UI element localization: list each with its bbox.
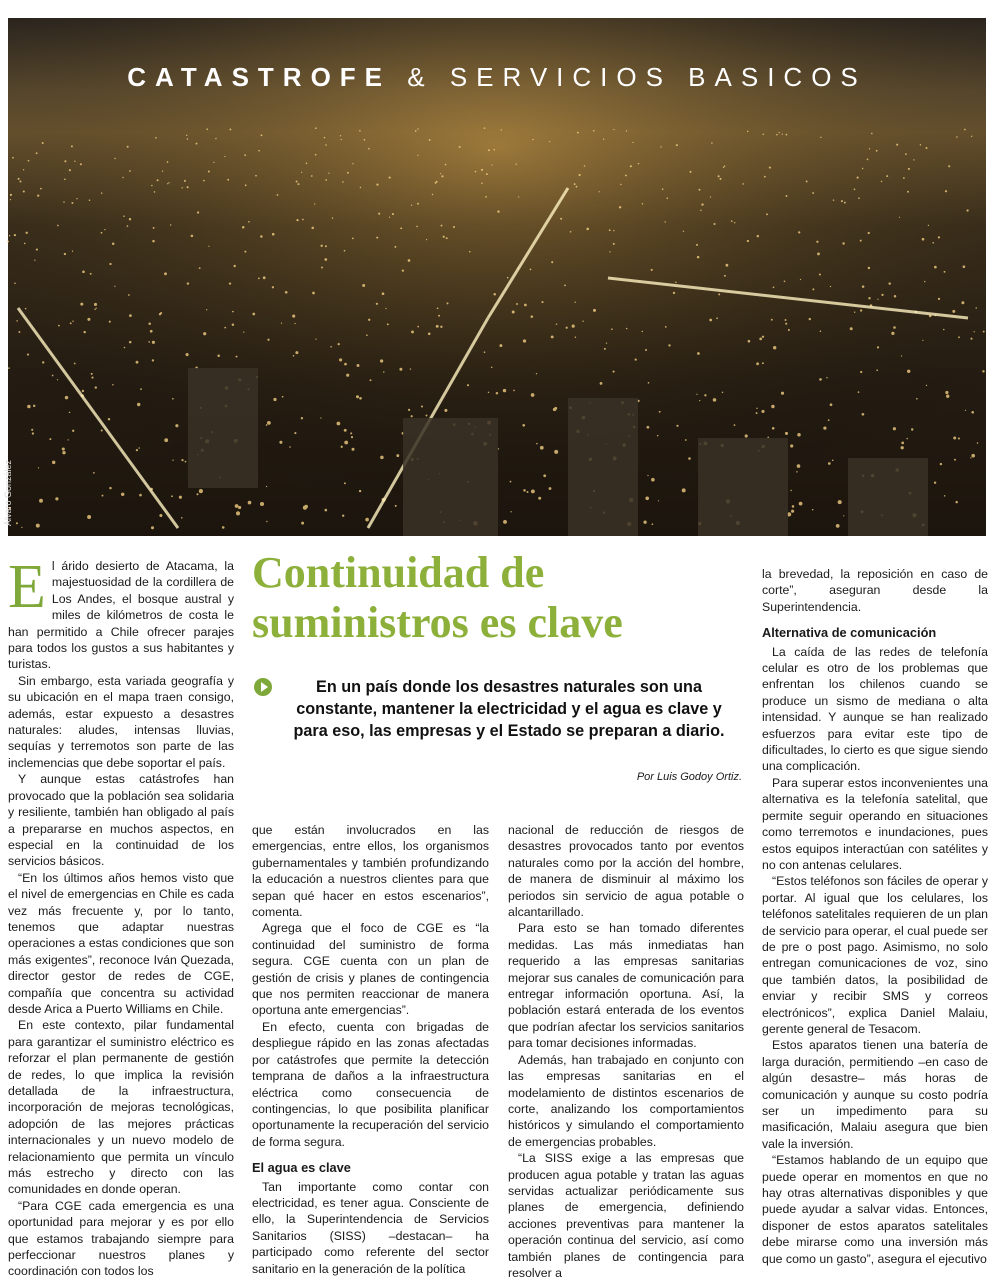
play-arrow-icon bbox=[254, 678, 272, 696]
subheading-comunicacion: Alternativa de comunicación bbox=[762, 625, 937, 641]
col3-paragraph: nacional de reducción de riesgos de desastres provocados tanto por eventos naturales como por la acción del hombre, de manera de disminuir al máximo los periodos sin servicio de agua potable o alcantarillado. bbox=[508, 823, 744, 920]
col4-paragraph: “Estamos hablando de un equipo que puede operar en momentos en que no hay otras alternativas disponibles y que puede ayudar a salvar vidas. Entonces, disponer de estos aparatos satelitales debe mirarse como una inversión más que como un gasto”, asegura el ejecutivo bbox=[762, 1153, 988, 1266]
drop-cap: E bbox=[8, 553, 46, 621]
section-heading bbox=[8, 62, 986, 93]
col2-paragraph: que están involucrados en las emergencias, entre ellos, los organismos gubernamentales y también profundizando la educación a nuestros clientes para que sepan qué hacer en estos escenarios”, comenta. bbox=[252, 823, 489, 920]
col4-paragraph: La caída de las redes de telefonía celular es otro de los problemas que enfrentan los chilenos cuando se produce un sismo de mediana o alta intensidad. Y aunque se han realizado esfuerzos para evitar este tipo de dificultades, lo cierto es que sigue siendo una complicación. bbox=[762, 644, 988, 774]
col3-paragraph: “La SISS exige a las empresas que producen agua potable y tratan las aguas servidas actualizar periódicamente sus planes de emergencia, definiendo acciones preventivas para mantener la operación continua del servicio, así como también planes de contingencia para resolver a bbox=[508, 1151, 744, 1280]
column-2 bbox=[252, 822, 489, 1277]
article-lead bbox=[256, 676, 736, 742]
column-4 bbox=[762, 566, 988, 1267]
photo-credit: Álvaro González bbox=[3, 459, 13, 527]
col2-paragraph: En efecto, cuenta con brigadas de despliegue rápido en las zonas afectadas por catástrofes que permite la detección temprana de daños a la infraestructura eléctrica como consecuencia de contingencias, lo que posibilita planificar oportunamente la recuperación del servicio de forma segura. bbox=[252, 1019, 489, 1149]
col3-paragraph: Además, han trabajado en conjunto con las empresas sanitarias en el modelamiento de distintos escenarios de corte, analizando los comportamientos históricos y simulando el comportamiento de emergencias probables. bbox=[508, 1052, 744, 1149]
col1-paragraph: “En los últimos años hemos visto que el nivel de emergencias en Chile es cada vez más frecuente y, por lo tanto, tenemos que adaptar nuestras operaciones a estas condiciones que son más exigentes”, reconoce Iván Quezada, director gestor de redes de CGE, compañía que concentra su actividad desde Arica a Puerto Williams en Chile. bbox=[8, 870, 234, 1016]
col2-paragraph: Agrega que el foco de CGE es “la continuidad del suministro de forma segura. CGE cuenta con un plan de gestión de crisis y planes de contingencia que nos permiten reaccionar de manera oportuna ante emergencias”. bbox=[252, 921, 489, 1018]
col1-paragraph: l árido desierto de Atacama, la majestuosidad de la cordillera de Los Andes, el bosque austral y miles de kilómetros de costa le han permitido a Chile ofrecer parajes para todos los gustos a sus habitantes y turistas. bbox=[8, 559, 234, 672]
section-heading-rest: & SERVICIOS BASICOS bbox=[407, 62, 867, 92]
col4-paragraph: Para superar estos inconvenientes una alternativa es la telefonía satelital, que permite seguir operando en situaciones como terremotos e inundaciones, pues estos equipos interactúan con satélites y no con antenas celulares. bbox=[762, 775, 988, 872]
col1-paragraph: Sin embargo, esta variada geografía y su ubicación en el mapa traen consigo, además, estar expuesto a desastres naturales: aludes, intensas lluvias, sequías y terremotos son parte de las inclemencias que debe soportar el país. bbox=[8, 673, 234, 770]
col1-paragraph: Y aunque estas catástrofes han provocado que la población sea solidaria y resiliente, también han obligado al país a prepararse en muchos aspectos, en especial en la continuidad de los servicios básicos. bbox=[8, 772, 234, 869]
col2-paragraph: Tan importante como contar con electricidad, es tener agua. Consciente de ello, la Superintendencia de Servicios Sanitarios (SISS) –destacan– ha participado como referente del sector sanitario en la generación de la política bbox=[252, 1179, 489, 1276]
section-heading-bold: CATASTROFE bbox=[127, 62, 392, 92]
article-headline bbox=[252, 548, 742, 648]
byline: Por Luis Godoy Ortiz. bbox=[636, 771, 742, 783]
column-1 bbox=[8, 553, 234, 1280]
column-3 bbox=[508, 822, 744, 1281]
headline-line-2: suministros es clave bbox=[252, 598, 623, 647]
city-night-photo bbox=[3, 18, 986, 536]
city-lights-illustration bbox=[8, 18, 986, 536]
col4-paragraph: “Estos teléfonos son fáciles de operar y portar. Al igual que los celulares, los teléfonos satelitales requieren de un plan de servicio para operar, el cual puede ser de pre o post pago. Asimismo, no solo entregan comunicaciones de voz, sino que también datos, la posibilidad de enviar y recibir SMS y correos electrónicos”, explica Daniel Malaiu, gerente general de Tesacom. bbox=[762, 874, 988, 1036]
headline-line-1: Continuidad de bbox=[252, 548, 545, 597]
lead-text: En un país donde los desastres naturales son una constante, mantener la electricidad y el agua es clave y para eso, las empresas y el Estado se preparan a diario. bbox=[293, 678, 725, 740]
col1-paragraph: “Para CGE cada emergencia es una oportunidad para mejorar y es por ello que estamos trabajando siempre para perfeccionar nuestros planes y coordinación con todos los bbox=[8, 1198, 234, 1279]
subheading-agua: El agua es clave bbox=[252, 1160, 351, 1176]
col1-paragraph: En este contexto, pilar fundamental para garantizar el suministro eléctrico es reforzar el plan permanente de gestión de redes, lo que implica la revisión detallada de la infraestructura, incorporación de mejoras tecnológicas, adopción de las mejores prácticas internacionales y un nuevo modelo de relacionamiento que permita un vínculo más estrecho y directo con las comunidades en donde operan. bbox=[8, 1018, 234, 1197]
col3-paragraph: Para esto se han tomado diferentes medidas. Las más inmediatas han requerido a las empresas sanitarias mejorar sus canales de comunicación para entregar información oportuna. Así, la población estará enterada de los eventos que podrían afectar los servicios sanitarios para tomar decisiones informadas. bbox=[508, 921, 744, 1051]
col4-paragraph: la brevedad, la reposición en caso de corte”, aseguran desde la Superintendencia. bbox=[762, 567, 988, 614]
col4-paragraph: Estos aparatos tienen una batería de larga duración, permitiendo –en caso de algún desastre– más horas de comunicación y aunque su costo podría ser un impedimento para su masificación, Malaiu asegura que bien vale la inversión. bbox=[762, 1038, 988, 1151]
